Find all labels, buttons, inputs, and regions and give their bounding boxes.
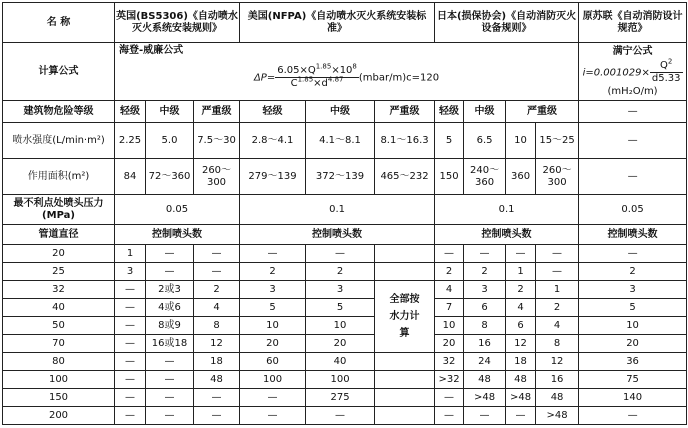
formula-denominator: $C^{1.85}\times d^{4.87}$	[290, 75, 344, 89]
us-sprinkler-count: 20	[306, 335, 375, 353]
jp-sprinkler-count: 16	[464, 335, 506, 353]
jp-sprinkler-count: 7	[435, 299, 464, 317]
us-hazard-light: 轻级	[240, 101, 306, 123]
uk-sprinkler-count: —	[146, 245, 194, 263]
us-extra-empty	[375, 353, 435, 371]
us-extra-empty	[375, 245, 435, 263]
jp-sprinkler-count: 8	[536, 335, 579, 353]
manning-name: 满宁公式	[612, 45, 653, 57]
uk-sprinkler-count: 4或6	[146, 299, 194, 317]
jp-sprinkler-count: —	[435, 245, 464, 263]
pipe-row	[3, 353, 687, 371]
name-header: 名 称	[3, 3, 115, 43]
uk-sprinkler-count: —	[115, 299, 146, 317]
jp-sprinkler-count: 24	[464, 353, 506, 371]
jp-sprinkler-count: —	[506, 407, 536, 425]
uk-sprinkler-count: 8	[194, 317, 240, 335]
pipe-diameter: 150	[3, 389, 115, 407]
pipe-row	[3, 389, 687, 407]
formula-tail: (mbar/m)c=120	[358, 72, 440, 84]
us-sprinkler-count: 60	[240, 353, 306, 371]
us-sprinkler-count: —	[240, 407, 306, 425]
pipe-diameter: 80	[3, 353, 115, 371]
uk-sprinkler-count: —	[146, 389, 194, 407]
jp-area-extra-1: 360	[506, 159, 536, 195]
pipe-diameter: 20	[3, 245, 115, 263]
jp-sprinkler-count: 12	[536, 353, 579, 371]
intensity-label: 喷水强度(L/min·m²)	[3, 123, 115, 159]
su-sprinkler-count: 5	[579, 299, 687, 317]
uk-sprinkler-count: 2或3	[146, 281, 194, 299]
pressure-label: 最不利点处喷头压力(MPa)	[3, 195, 115, 225]
us-sprinkler-count: 10	[240, 317, 306, 335]
area-label: 作用面积(m²)	[3, 159, 115, 195]
jp-sprinkler-count: —	[506, 245, 536, 263]
pipe-diameter: 32	[3, 281, 115, 299]
jp-sprinkler-count: 1	[506, 263, 536, 281]
jp-sprinkler-count: >48	[506, 389, 536, 407]
uk-sprinkler-count: 8或9	[146, 317, 194, 335]
pipe-row	[3, 299, 687, 317]
uk-area-light: 84	[115, 159, 146, 195]
us-intensity-extra: 8.1～16.3	[375, 123, 435, 159]
jp-sprinkler-count: —	[536, 245, 579, 263]
uk-sprinkler-count: —	[115, 389, 146, 407]
jp-intensity-ordinary: 6.5	[464, 123, 506, 159]
us-sprinkler-count: 2	[240, 263, 306, 281]
pipe-row	[3, 281, 687, 299]
su-area: —	[579, 159, 687, 195]
us-extra-empty	[375, 389, 435, 407]
jp-intensity-extra-2: 15～25	[536, 123, 579, 159]
uk-intensity-ordinary: 5.0	[146, 123, 194, 159]
us-area-ordinary: 372～139	[306, 159, 375, 195]
uk-sprinkler-count: 48	[194, 371, 240, 389]
formula-lhs: ΔP=	[253, 72, 276, 84]
pipe-diameter: 50	[3, 317, 115, 335]
us-sprinkler-count: —	[306, 245, 375, 263]
jp-sprinkler-count: 4	[506, 299, 536, 317]
us-sprinkler-count: —	[240, 389, 306, 407]
uk-intensity-light: 2.25	[115, 123, 146, 159]
jp-sprinkler-count: 18	[506, 353, 536, 371]
jp-sprinkler-count: 8	[464, 317, 506, 335]
jp-hazard-light: 轻级	[435, 101, 464, 123]
jp-sprinkler-count: 48	[464, 371, 506, 389]
pipe-rows	[3, 245, 687, 425]
uk-sprinkler-count: —	[115, 407, 146, 425]
uk-sprinkler-count: —	[194, 407, 240, 425]
jp-sprinkler-count: >48	[464, 389, 506, 407]
hazard-row	[3, 101, 687, 123]
us-sprinkler-count-header: 控制喷头数	[240, 225, 435, 245]
uk-sprinkler-count: —	[194, 389, 240, 407]
jp-sprinkler-count: 1	[536, 281, 579, 299]
formula-row	[3, 43, 687, 101]
pipe-diameter: 25	[3, 263, 115, 281]
uk-sprinkler-count: —	[146, 407, 194, 425]
us-area-extra: 465～232	[375, 159, 435, 195]
us-sprinkler-count: 3	[306, 281, 375, 299]
us-sprinkler-count: 100	[306, 371, 375, 389]
jp-sprinkler-count: 2	[536, 299, 579, 317]
jp-sprinkler-count: —	[435, 389, 464, 407]
uk-sprinkler-count: —	[115, 317, 146, 335]
jp-sprinkler-count: 2	[464, 263, 506, 281]
uk-area-ordinary: 72～360	[146, 159, 194, 195]
su-sprinkler-count: 2	[579, 263, 687, 281]
us-pressure: 0.1	[240, 195, 435, 225]
jp-pressure: 0.1	[435, 195, 579, 225]
jp-sprinkler-count: 20	[435, 335, 464, 353]
su-sprinkler-count: —	[579, 245, 687, 263]
jp-intensity-extra-1: 10	[506, 123, 536, 159]
us-full-hydraulic-calc: 全部按水力计算	[375, 281, 435, 353]
uk-sprinkler-count: 3	[115, 263, 146, 281]
pipe-row	[3, 335, 687, 353]
jp-sprinkler-count: >32	[435, 371, 464, 389]
jp-sprinkler-count-header: 控制喷头数	[435, 225, 579, 245]
uk-pressure: 0.05	[115, 195, 240, 225]
us-sprinkler-count: 20	[240, 335, 306, 353]
hazen-williams-formula	[116, 62, 577, 90]
pipe-header-row	[3, 225, 687, 245]
jp-standard-header: 日本(损保协会)《自动消防灭火设备规则》	[435, 3, 579, 43]
pipe-diameter: 200	[3, 407, 115, 425]
jp-sprinkler-count: —	[536, 263, 579, 281]
hazen-williams-formula-cell	[115, 43, 579, 101]
pipe-diameter: 40	[3, 299, 115, 317]
us-sprinkler-count: 100	[240, 371, 306, 389]
jp-sprinkler-count: 2	[435, 263, 464, 281]
uk-sprinkler-count: —	[194, 263, 240, 281]
us-hazard-ordinary: 中级	[306, 101, 375, 123]
us-sprinkler-count: 5	[240, 299, 306, 317]
formula-label: 计算公式	[3, 43, 115, 101]
pipe-diameter-header: 管道直径	[3, 225, 115, 245]
us-sprinkler-count: 40	[306, 353, 375, 371]
jp-hazard-extra: 严重级	[506, 101, 579, 123]
sprinkler-standards-table	[2, 2, 687, 425]
jp-sprinkler-count: —	[464, 245, 506, 263]
us-hazard-extra: 严重级	[375, 101, 435, 123]
pipe-diameter: 70	[3, 335, 115, 353]
pipe-row	[3, 245, 687, 263]
su-sprinkler-count: 20	[579, 335, 687, 353]
su-sprinkler-count-header: 控制喷头数	[579, 225, 687, 245]
uk-sprinkler-count: —	[115, 353, 146, 371]
pipe-diameter: 100	[3, 371, 115, 389]
manning-fraction: $\frac{Q^2}{d5.33}$	[651, 57, 681, 84]
uk-sprinkler-count: —	[146, 371, 194, 389]
su-pressure: 0.05	[579, 195, 687, 225]
jp-sprinkler-count: —	[435, 407, 464, 425]
uk-sprinkler-count: —	[146, 353, 194, 371]
us-intensity-ordinary: 4.1～8.1	[306, 123, 375, 159]
su-sprinkler-count: 10	[579, 317, 687, 335]
su-sprinkler-count: 3	[579, 281, 687, 299]
manning-unit: (mH₂O/m)	[607, 85, 658, 97]
jp-sprinkler-count: 4	[435, 281, 464, 299]
uk-sprinkler-count-header: 控制喷头数	[115, 225, 240, 245]
us-sprinkler-count: 2	[306, 263, 375, 281]
pipe-row	[3, 371, 687, 389]
jp-sprinkler-count: 12	[506, 335, 536, 353]
uk-sprinkler-count: 18	[194, 353, 240, 371]
su-sprinkler-count: 36	[579, 353, 687, 371]
jp-area-light: 150	[435, 159, 464, 195]
jp-area-ordinary: 240～360	[464, 159, 506, 195]
jp-intensity-light: 5	[435, 123, 464, 159]
us-extra-empty	[375, 263, 435, 281]
pressure-row	[3, 195, 687, 225]
jp-sprinkler-count: 16	[536, 371, 579, 389]
hazen-williams-name: 海登-威廉公式	[119, 45, 184, 56]
us-extra-empty	[375, 371, 435, 389]
uk-hazard-light: 轻级	[115, 101, 146, 123]
us-sprinkler-count: 3	[240, 281, 306, 299]
us-sprinkler-count: —	[240, 245, 306, 263]
header-row	[3, 3, 687, 43]
su-hazard: —	[579, 101, 687, 123]
us-sprinkler-count: 10	[306, 317, 375, 335]
uk-sprinkler-count: 2	[194, 281, 240, 299]
us-extra-empty	[375, 407, 435, 425]
uk-sprinkler-count: 16或18	[146, 335, 194, 353]
us-standard-header: 美国(NFPA)《自动喷水灭火系统安装标准》	[240, 3, 435, 43]
uk-sprinkler-count: —	[115, 335, 146, 353]
formula-fraction	[275, 62, 359, 90]
us-sprinkler-count: 275	[306, 389, 375, 407]
hazard-label: 建筑物危险等级	[3, 101, 115, 123]
su-intensity: —	[579, 123, 687, 159]
manning-formula: i=0.001029× $\frac{Q^2}{d5.33}$	[582, 57, 681, 84]
pipe-row	[3, 263, 687, 281]
uk-standard-header: 英国(BS5306)《自动喷水灭火系统安装规则》	[115, 3, 240, 43]
uk-hazard-extra: 严重级	[194, 101, 240, 123]
jp-hazard-ordinary: 中级	[464, 101, 506, 123]
uk-sprinkler-count: 12	[194, 335, 240, 353]
jp-sprinkler-count: 48	[536, 389, 579, 407]
jp-sprinkler-count: 48	[506, 371, 536, 389]
us-intensity-light: 2.8～4.1	[240, 123, 306, 159]
intensity-row	[3, 123, 687, 159]
su-sprinkler-count: 140	[579, 389, 687, 407]
jp-sprinkler-count: 4	[536, 317, 579, 335]
pipe-row	[3, 317, 687, 335]
su-sprinkler-count: 75	[579, 371, 687, 389]
su-sprinkler-count: —	[579, 407, 687, 425]
jp-sprinkler-count: >48	[536, 407, 579, 425]
uk-intensity-extra: 7.5～30	[194, 123, 240, 159]
manning-formula-cell	[579, 43, 687, 101]
uk-sprinkler-count: —	[115, 281, 146, 299]
formula-numerator: $6.05\times Q^{1.85}\times 10^8$	[277, 62, 357, 76]
uk-sprinkler-count: —	[115, 371, 146, 389]
su-standard-header: 原苏联《自动消防设计规范》	[579, 3, 687, 43]
uk-sprinkler-count: 4	[194, 299, 240, 317]
us-sprinkler-count: —	[306, 407, 375, 425]
us-area-light: 279～139	[240, 159, 306, 195]
jp-sprinkler-count: 3	[464, 281, 506, 299]
area-row	[3, 159, 687, 195]
jp-sprinkler-count: 10	[435, 317, 464, 335]
uk-hazard-ordinary: 中级	[146, 101, 194, 123]
uk-sprinkler-count: —	[194, 245, 240, 263]
pipe-row	[3, 407, 687, 425]
jp-sprinkler-count: 2	[506, 281, 536, 299]
jp-sprinkler-count: 6	[464, 299, 506, 317]
us-sprinkler-count: 5	[306, 299, 375, 317]
jp-sprinkler-count: 32	[435, 353, 464, 371]
jp-sprinkler-count: —	[464, 407, 506, 425]
uk-sprinkler-count: 1	[115, 245, 146, 263]
uk-sprinkler-count: —	[146, 263, 194, 281]
jp-sprinkler-count: 6	[506, 317, 536, 335]
jp-area-extra-2: 260～300	[536, 159, 579, 195]
uk-area-extra: 260～300	[194, 159, 240, 195]
